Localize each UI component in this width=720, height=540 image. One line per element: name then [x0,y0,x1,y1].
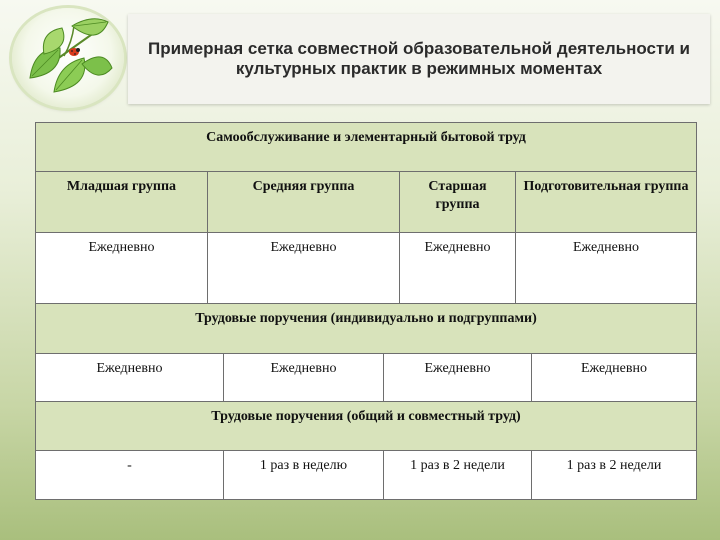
cell-self-care-senior: Ежедневно [400,233,516,304]
section-title-self-care: Самообслуживание и элементарный бытовой труд [36,123,696,172]
title-line-2: культурных практик в режимных моментах [235,59,603,78]
table-row [36,402,696,451]
header-junior-group: Младшая группа [36,172,208,233]
header-senior-group: Старшая группа [400,172,516,233]
cell-self-care-middle: Ежедневно [208,233,400,304]
section-title-individual-tasks: Трудовые поручения (индивидуально и подгруппами) [36,304,696,354]
cell-individual-junior: Ежедневно [36,354,224,402]
section-title-joint-work: Трудовые поручения (общий и совместный труд) [36,402,696,451]
logo-badge [12,8,124,108]
cell-self-care-preparatory: Ежедневно [516,233,696,304]
cell-individual-senior: Ежедневно [384,354,532,402]
table-row [36,354,696,402]
cell-joint-preparatory: 1 раз в 2 недели [532,451,696,499]
header-preparatory-group: Подготовительная группа [516,172,696,233]
cell-individual-middle: Ежедневно [224,354,384,402]
table-row [36,451,696,499]
cell-self-care-junior: Ежедневно [36,233,208,304]
table-row [36,233,696,304]
header-middle-group: Средняя группа [208,172,400,233]
table-row [36,123,696,172]
schedule-table [35,122,697,500]
leaves-with-ladybug-icon [12,8,124,108]
cell-joint-senior: 1 раз в 2 недели [384,451,532,499]
table-row [36,172,696,233]
cell-individual-preparatory: Ежедневно [532,354,696,402]
cell-joint-junior: - [36,451,224,499]
page-title [139,39,699,79]
table-row [36,304,696,354]
title-line-1: Примерная сетка совместной образовательной деятельности и [148,39,690,58]
title-banner [128,14,710,104]
cell-joint-middle: 1 раз в неделю [224,451,384,499]
